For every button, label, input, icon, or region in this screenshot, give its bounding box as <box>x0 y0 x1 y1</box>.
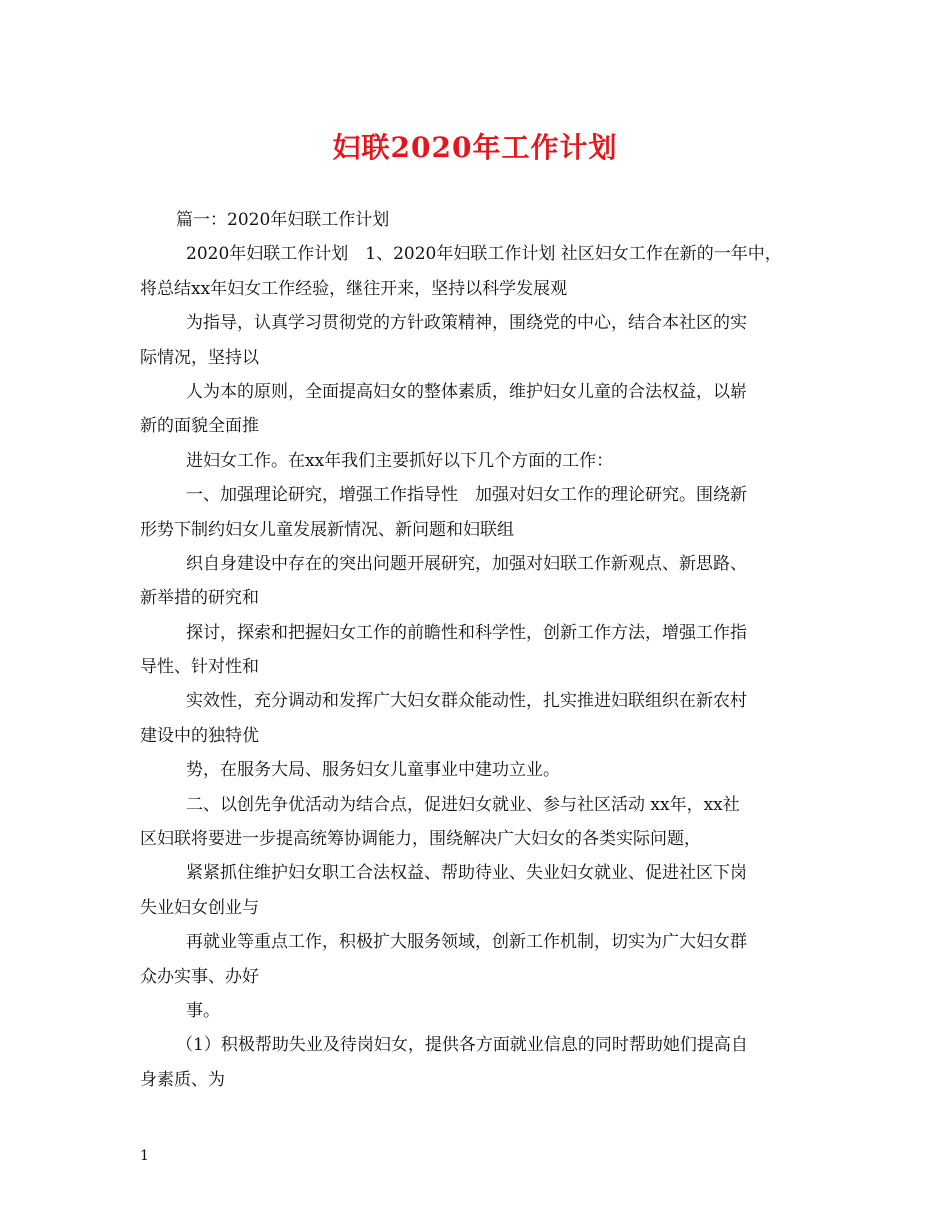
paragraph-line: 织自身建设中存在的突出问题开展研究，加强对妇联工作新观点、新思路、 <box>186 553 747 574</box>
paragraph-line: 为指导，认真学习贯彻党的方针政策精神，围绕党的中心，结合本社区的实 <box>186 313 747 334</box>
paragraph-line: 区妇联将要进一步提高统筹协调能力，围绕解决广大妇女的各类实际问题， <box>140 829 701 850</box>
paragraph-line: 势，在服务大局、服务妇女儿童事业中建功立业。 <box>186 760 560 781</box>
paragraph-line: 2020年妇联工作计划 1、2020年妇联工作计划 社区妇女工作在新的一年中， <box>186 244 782 265</box>
paragraph-line: 新举措的研究和 <box>140 588 259 609</box>
page-number: 1 <box>140 1148 149 1164</box>
paragraph-line: 进妇女工作。在xx年我们主要抓好以下几个方面的工作： <box>186 450 614 471</box>
paragraph-line: 形势下制约妇女儿童发展新情况、新问题和妇联组 <box>140 519 514 540</box>
paragraph-line: 导性、针对性和 <box>140 657 259 678</box>
paragraph-line: 身素质、为 <box>140 1069 225 1090</box>
paragraph-line: 新的面貌全面推 <box>140 416 259 437</box>
document-title: 妇联2020年工作计划 <box>332 131 618 164</box>
paragraph-line: 二、以创先争优活动为结合点，促进妇女就业、参与社区活动 xx年，xx社 <box>186 794 740 815</box>
paragraph-line: 人为本的原则，全面提高妇女的整体素质，维护妇女儿童的合法权益，以崭 <box>186 381 747 402</box>
paragraph-line: 一、加强理论研究，增强工作指导性 加强对妇女工作的理论研究。围绕新 <box>186 485 747 506</box>
paragraph-line: 众办实事、办好 <box>140 966 259 987</box>
paragraph-line: 事。 <box>186 1000 220 1021</box>
paragraph-line: 实效性，充分调动和发挥广大妇女群众能动性，扎实推进妇联组织在新农村 <box>186 691 747 712</box>
paragraph-line: 将总结xx年妇女工作经验，继往开来，坚持以科学发展观 <box>140 278 568 299</box>
paragraph-line: （1）积极帮助失业及待岗妇女，提供各方面就业信息的同时帮助她们提高自 <box>176 1035 748 1056</box>
paragraph-line: 紧紧抓住维护妇女职工合法权益、帮助待业、失业妇女就业、促进社区下岗 <box>186 863 747 884</box>
paragraph-line: 再就业等重点工作，积极扩大服务领域，创新工作机制，切实为广大妇女群 <box>186 932 747 953</box>
paragraph-line: 探讨，探索和把握妇女工作的前瞻性和科学性，创新工作方法，增强工作指 <box>186 622 747 643</box>
paragraph-line: 失业妇女创业与 <box>140 897 259 918</box>
paragraph-line: 建设中的独特优 <box>140 725 259 746</box>
document-body <box>140 203 812 1097</box>
paragraph-line: 际情况，坚持以 <box>140 347 259 368</box>
section-heading: 篇一：2020年妇联工作计划 <box>176 210 390 230</box>
